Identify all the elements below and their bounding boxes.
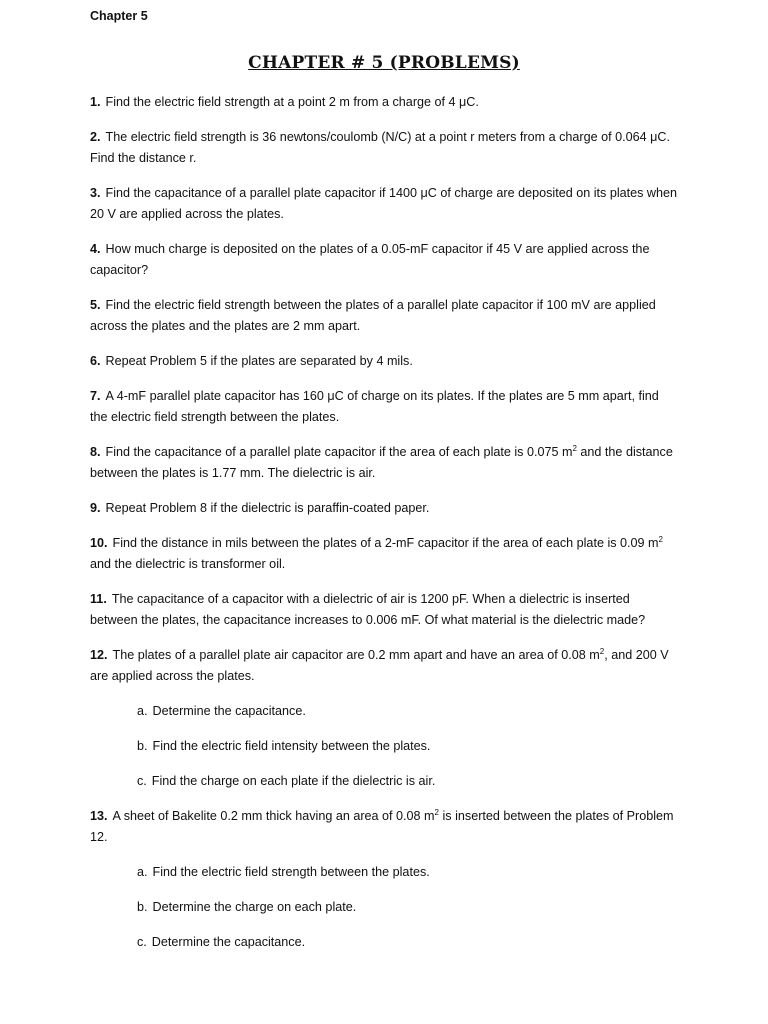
problem-number: 9. bbox=[90, 501, 101, 515]
problem-number: 4. bbox=[90, 242, 101, 256]
problem-text: Repeat Problem 5 if the plates are separated by 4 mils. bbox=[105, 354, 413, 368]
superscript: 2 bbox=[658, 534, 663, 544]
problem-text-continued: and the dielectric is transformer oil. bbox=[90, 557, 286, 571]
problem-number: 12. bbox=[90, 648, 108, 662]
problem-2 bbox=[90, 127, 678, 169]
problem-text: How much charge is deposited on the plates of a 0.05-mF capacitor if 45 V are applied across the capacitor? bbox=[90, 242, 650, 277]
problem-text: A 4-mF parallel plate capacitor has 160 μC of charge on its plates. If the plates are 5 mm apart, find the electric field strength between the plates. bbox=[90, 389, 659, 424]
problem-text: Find the electric field strength at a point 2 m from a charge of 4 μC. bbox=[105, 95, 479, 109]
subpart-13a bbox=[137, 862, 678, 883]
problem-list bbox=[90, 92, 678, 967]
problem-text: Find the capacitance of a parallel plate capacitor if the area of each plate is 0.075 m bbox=[105, 445, 573, 459]
subpart-13c bbox=[137, 932, 678, 953]
problem-7 bbox=[90, 386, 678, 428]
subpart-text: Determine the capacitance. bbox=[151, 935, 306, 949]
problem-4 bbox=[90, 239, 678, 281]
problem-text: The capacitance of a capacitor with a dielectric of air is 1200 pF. When a dielectric is inserted between the plates, the capacitance increases to 0.006 mF. Of what material is the dielectric made? bbox=[90, 592, 646, 627]
subpart-text: Find the charge on each plate if the dielectric is air. bbox=[151, 774, 436, 788]
superscript: 2 bbox=[434, 807, 439, 817]
subpart-label: c. bbox=[137, 935, 147, 949]
problem-text-continued: and the distance between the plates is 1.77 mm. The dielectric is air. bbox=[90, 445, 673, 480]
problem-number: 1. bbox=[90, 95, 101, 109]
problem-6 bbox=[90, 351, 678, 372]
problem-text-continued: is inserted between the plates of Problem 12. bbox=[90, 809, 674, 844]
subpart-13b bbox=[137, 897, 678, 918]
problem-10 bbox=[90, 533, 678, 575]
problem-text: Find the distance in mils between the plates of a 2-mF capacitor if the area of each plate is 0.09 m bbox=[112, 536, 659, 550]
problem-number: 13. bbox=[90, 809, 108, 823]
problem-number: 3. bbox=[90, 186, 101, 200]
subpart-label: c. bbox=[137, 774, 147, 788]
subpart-label: a. bbox=[137, 704, 148, 718]
subpart-label: a. bbox=[137, 865, 148, 879]
problem-5 bbox=[90, 295, 678, 337]
page-header: Chapter 5 bbox=[90, 9, 148, 23]
subpart-text: Find the electric field intensity between the plates. bbox=[152, 739, 431, 753]
problem-11 bbox=[90, 589, 678, 631]
subpart-text: Determine the capacitance. bbox=[152, 704, 306, 718]
problem-number: 6. bbox=[90, 354, 101, 368]
superscript: 2 bbox=[599, 646, 605, 656]
problem-number: 10. bbox=[90, 536, 108, 550]
problem-number: 7. bbox=[90, 389, 101, 403]
problem-number: 8. bbox=[90, 445, 101, 459]
problem-text: The electric field strength is 36 newtons/coulomb (N/C) at a point r meters from a charge of 0.064 μC. Find the distance r. bbox=[90, 130, 670, 165]
problem-number: 2. bbox=[90, 130, 101, 144]
subpart-12c bbox=[137, 771, 678, 792]
problem-text: The plates of a parallel plate air capacitor are 0.2 mm apart and have an area of 0.08 m bbox=[112, 648, 600, 662]
subpart-text: Determine the charge on each plate. bbox=[152, 900, 357, 914]
subpart-label: b. bbox=[137, 739, 148, 753]
problem-9 bbox=[90, 498, 678, 519]
problem-text: Repeat Problem 8 if the dielectric is paraffin-coated paper. bbox=[105, 501, 430, 515]
problem-text: Find the electric field strength between the plates of a parallel plate capacitor if 100 mV are applied across the plates and the plates are 2 mm apart. bbox=[90, 298, 656, 333]
subpart-text: Find the electric field strength between the plates. bbox=[152, 865, 430, 879]
problem-number: 5. bbox=[90, 298, 101, 312]
problem-13 bbox=[90, 806, 678, 848]
subpart-12a bbox=[137, 701, 678, 722]
problem-3 bbox=[90, 183, 678, 225]
subpart-12b bbox=[137, 736, 678, 757]
page-title: CHAPTER # 5 (PROBLEMS) bbox=[248, 53, 520, 73]
problem-8 bbox=[90, 442, 678, 484]
subpart-label: b. bbox=[137, 900, 148, 914]
superscript: 2 bbox=[572, 443, 577, 453]
problem-text: Find the capacitance of a parallel plate capacitor if 1400 μC of charge are deposited on its plates when 20 V are applied across the plates. bbox=[90, 186, 678, 221]
problem-text-continued: , and 200 V are applied across the plates. bbox=[90, 648, 669, 683]
problem-12 bbox=[90, 645, 678, 687]
problem-1 bbox=[90, 92, 678, 113]
problem-number: 11. bbox=[90, 592, 107, 606]
problem-text: A sheet of Bakelite 0.2 mm thick having an area of 0.08 m bbox=[112, 809, 435, 823]
